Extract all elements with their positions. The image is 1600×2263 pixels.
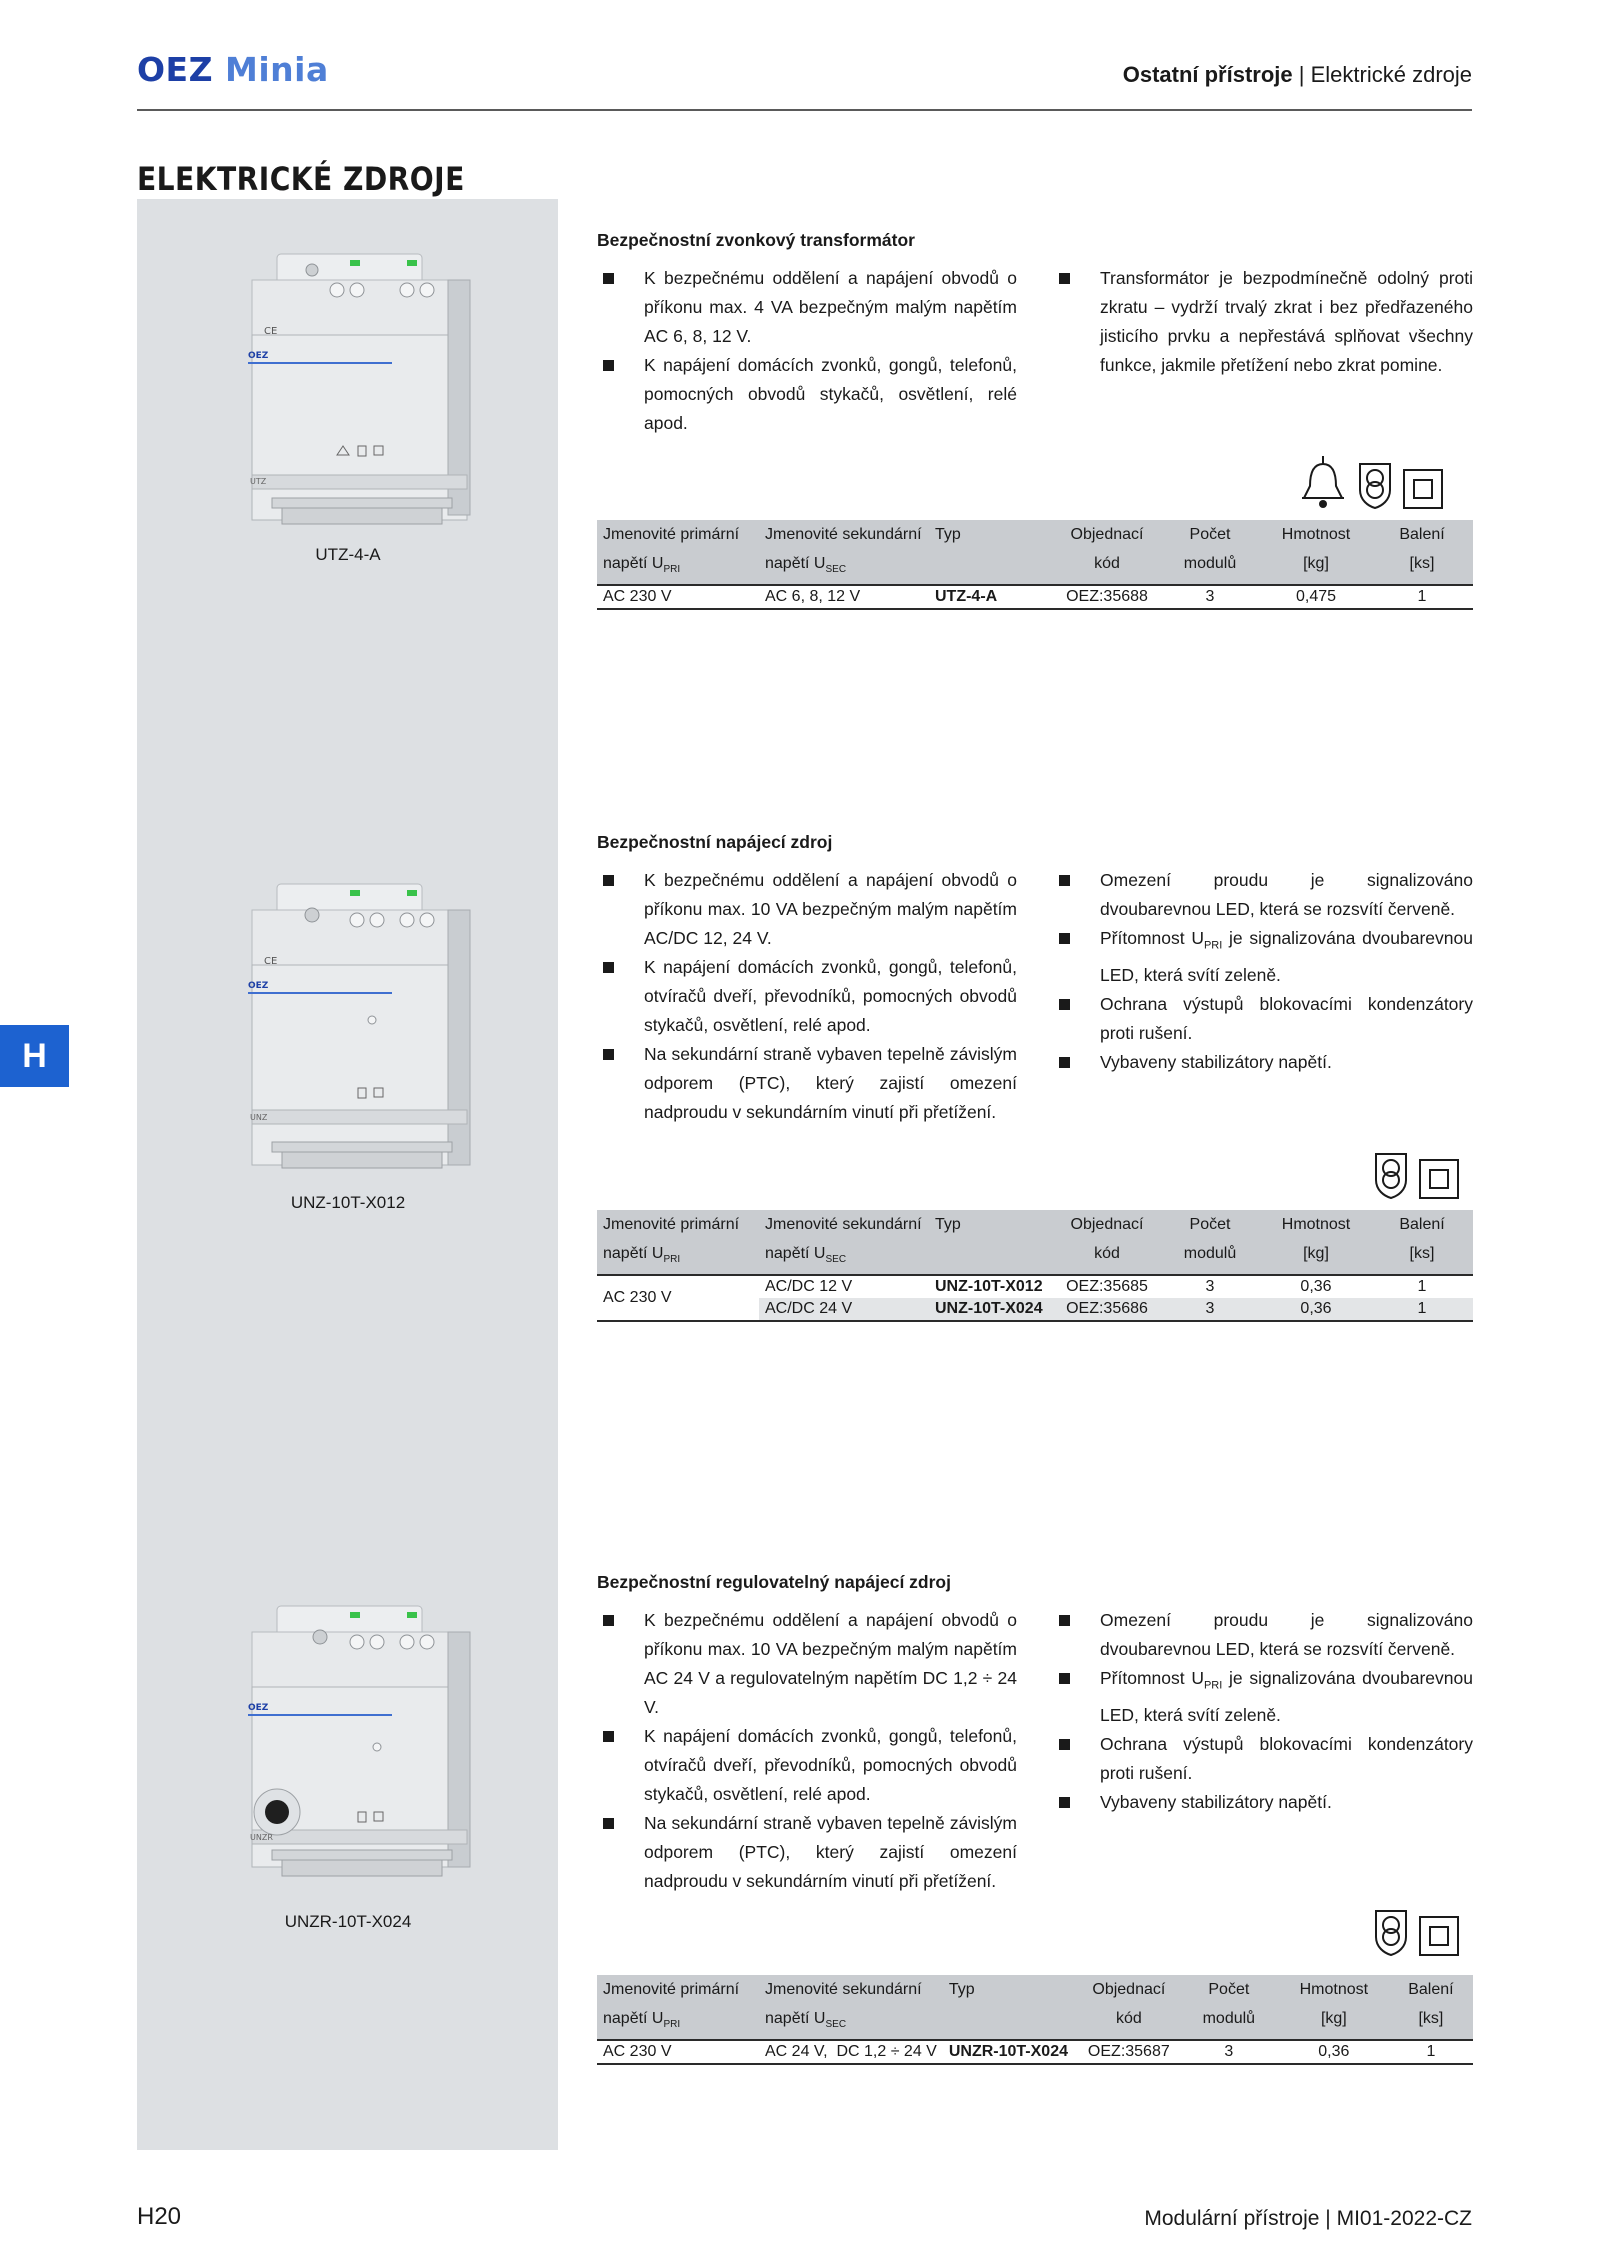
header-order-unit: kód (1079, 2004, 1179, 2040)
header-type: Typ (929, 1210, 1055, 1239)
cell-type: UNZR-10T-X024 (943, 2040, 1079, 2064)
header-modules-unit: modulů (1159, 1239, 1261, 1275)
table-header-row-1 (597, 1210, 1473, 1239)
header-pack: Balení (1389, 1975, 1473, 2004)
table-row (597, 2040, 1473, 2064)
header-pack: Balení (1371, 520, 1473, 549)
spec-table (597, 1210, 1473, 1322)
header-primary-unit: napětí $U_{PRI}$ (597, 549, 759, 585)
feature-list-right (1053, 866, 1473, 1077)
spec-table (597, 520, 1473, 610)
list-item: Ochrana výstupů blokovacími kondenzátory proti rušení. (1053, 1730, 1473, 1788)
certification-icons (1372, 1150, 1460, 1200)
brand-secondary: Minia (225, 50, 329, 89)
header-rule (137, 109, 1472, 111)
list-item: Přítomnost $U_{PRI}$ je signalizována dvoubarevnou LED, která svítí zeleně. (1053, 1664, 1473, 1730)
short-circuit-proof-transformer-icon (1356, 460, 1394, 510)
list-item: Omezení proudu je signalizováno dvoubarevnou LED, která se rozsvítí červeně. (1053, 866, 1473, 924)
brand-logo (137, 50, 329, 89)
list-item: Na sekundární straně vybaven tepelně závislým odporem (PTC), který zajistí omezení nadproudu v sekundárním vinutí při přetížení. (597, 1040, 1017, 1127)
section-title: Bezpečnostní napájecí zdroj (597, 832, 833, 852)
cell-pack: 1 (1417, 1278, 1427, 1296)
header-order-unit: kód (1055, 549, 1159, 585)
cell-type: UNZ-10T-X012 (935, 1278, 1043, 1296)
double-insulation-icon (1418, 1158, 1460, 1200)
product-image-unzr (242, 1602, 474, 1882)
cell-secondary: AC/DC 12 V (765, 1278, 853, 1296)
page-number: H20 (137, 2203, 182, 2230)
header-order: Objednací (1055, 520, 1159, 549)
cell-order: OEZ:35687 (1079, 2040, 1179, 2064)
header-modules-unit: modulů (1159, 549, 1261, 585)
header-primary-unit: napětí $U_{PRI}$ (597, 1239, 759, 1275)
header-type: Typ (929, 520, 1055, 549)
header-weight: Hmotnost (1261, 520, 1371, 549)
header-primary: Jmenovité primární (597, 520, 759, 549)
cell-modules: 3 (1179, 2040, 1279, 2064)
header-weight-unit: [kg] (1261, 1239, 1371, 1275)
product-caption: UNZ-10T-X012 (290, 1193, 406, 1212)
header-order: Objednací (1055, 1210, 1159, 1239)
header-pack-unit: [ks] (1389, 2004, 1473, 2040)
table-header-row-2 (597, 1239, 1473, 1275)
header-separator: | (1298, 62, 1305, 87)
cell-weight: 0,36 (1300, 1278, 1332, 1296)
table-header-row-1 (597, 1975, 1473, 2004)
svg-text:CE: CE (264, 326, 278, 337)
header-pack: Balení (1371, 1210, 1473, 1239)
cell-secondary: AC 24 V, DC 1,2 ÷ 24 V (759, 2040, 943, 2064)
list-item: Vybaveny stabilizátory napětí. (1053, 1048, 1473, 1077)
svg-text:OEZ: OEZ (248, 981, 269, 991)
header-order-unit: kód (1055, 1239, 1159, 1275)
header-type: Typ (943, 1975, 1079, 2004)
header-secondary: Jmenovité sekundární (759, 1210, 929, 1239)
header-weight: Hmotnost (1279, 1975, 1389, 2004)
header-primary: Jmenovité primární (597, 1975, 759, 2004)
spec-table (597, 1975, 1473, 2065)
header-secondary: Jmenovité sekundární (759, 520, 929, 549)
header-secondary-unit: napětí $U_{SEC}$ (759, 1239, 929, 1275)
header-secondary: Jmenovité sekundární (759, 1975, 943, 2004)
header-secondary-unit: napětí $U_{SEC}$ (759, 2004, 943, 2040)
header-primary-unit: napětí $U_{PRI}$ (597, 2004, 759, 2040)
header-order: Objednací (1079, 1975, 1179, 2004)
list-item: K napájení domácích zvonků, gongů, telefonů, otvíračů dveří, převodníků, pomocných obvodů stykačů, osvětlení, relé apod. (597, 953, 1017, 1040)
list-item: K napájení domácích zvonků, gongů, telefonů, otvíračů dveří, převodníků, pomocných obvodů stykačů, osvětlení, relé apod. (597, 1722, 1017, 1809)
list-item: Vybaveny stabilizátory napětí. (1053, 1788, 1473, 1817)
svg-text:UTZ: UTZ (250, 477, 267, 486)
header-modules: Počet (1179, 1975, 1279, 2004)
svg-text:UNZR: UNZR (250, 1833, 273, 1842)
cell-secondary: AC 6, 8, 12 V (759, 585, 929, 609)
feature-list-right (1053, 264, 1473, 380)
list-item: Na sekundární straně vybaven tepelně závislým odporem (PTC), který zajistí omezení nadproudu v sekundárním vinutí při přetížení. (597, 1809, 1017, 1896)
certification-icons (1372, 1907, 1460, 1957)
list-item: K napájení domácích zvonků, gongů, telefonů, pomocných obvodů stykačů, osvětlení, relé apod. (597, 351, 1017, 438)
feature-list-right (1053, 1606, 1473, 1817)
chapter-tab[interactable]: H (0, 1025, 69, 1087)
header-modules: Počet (1159, 520, 1261, 549)
header-modules: Počet (1159, 1210, 1261, 1239)
footer-code: MI01-2022-CZ (1336, 2207, 1472, 2230)
list-item: Omezení proudu je signalizováno dvoubarevnou LED, která se rozsvítí červeně. (1053, 1606, 1473, 1664)
header-section: Ostatní přístroje (1122, 62, 1293, 87)
cell-primary: AC 230 V (597, 585, 759, 609)
product-image-utz (242, 250, 474, 530)
cell-secondary: AC/DC 24 V (759, 1298, 929, 1321)
cell-pack: 1 (1371, 585, 1473, 609)
list-item: Ochrana výstupů blokovacími kondenzátory proti rušení. (1053, 990, 1473, 1048)
cell-type: UNZ-10T-X024 (929, 1298, 1055, 1321)
cell-pack: 1 (1389, 2040, 1473, 2064)
cell-modules: 3 (1205, 1278, 1215, 1296)
table-row (597, 585, 1473, 609)
header-breadcrumb (1123, 62, 1472, 88)
footer-separator: | (1325, 2207, 1331, 2230)
feature-list-left (597, 866, 1017, 1127)
short-circuit-proof-transformer-icon (1372, 1907, 1410, 1957)
header-pack-unit: [ks] (1371, 549, 1473, 585)
svg-text:CE: CE (264, 956, 278, 967)
bell-icon (1298, 454, 1348, 510)
table-header-row-1 (597, 520, 1473, 549)
list-item: K bezpečnému oddělení a napájení obvodů o příkonu max. 10 VA bezpečným malým napětím AC 24 V a regulovatelným napětím DC 1,2 ÷ 24 V. (597, 1606, 1017, 1722)
product-caption: UNZR-10T-X024 (284, 1912, 412, 1931)
footer-catalog-name: Modulární přístroje (1144, 2207, 1320, 2230)
table-header-row-2 (597, 2004, 1473, 2040)
short-circuit-proof-transformer-icon (1372, 1150, 1410, 1200)
product-image-unz (242, 880, 474, 1180)
section-title: Bezpečnostní regulovatelný napájecí zdroj (597, 1572, 951, 1592)
feature-list-left (597, 1606, 1017, 1896)
svg-text:UNZ: UNZ (250, 1113, 268, 1122)
header-pack-unit: [ks] (1371, 1239, 1473, 1275)
cell-pack: 1 (1371, 1298, 1473, 1321)
list-item: Přítomnost $U_{PRI}$ je signalizována dvoubarevnou LED, která svítí zeleně. (1053, 924, 1473, 990)
header-subsection: Elektrické zdroje (1310, 62, 1472, 87)
certification-icons (1298, 454, 1444, 510)
header-weight: Hmotnost (1261, 1210, 1371, 1239)
header-weight-unit: [kg] (1261, 549, 1371, 585)
cell-order: OEZ:35688 (1055, 585, 1159, 609)
feature-list-left (597, 264, 1017, 438)
svg-text:OEZ: OEZ (248, 351, 269, 361)
cell-type: UTZ-4-A (929, 585, 1055, 609)
table-header-row-2 (597, 549, 1473, 585)
double-insulation-icon (1402, 468, 1444, 510)
header-primary: Jmenovité primární (597, 1210, 759, 1239)
cell-primary: AC 230 V (597, 2040, 759, 2064)
svg-text:OEZ: OEZ (248, 1703, 269, 1713)
cell-order: OEZ:35685 (1066, 1278, 1148, 1296)
cell-modules: 3 (1159, 1298, 1261, 1321)
page-title: ELEKTRICKÉ ZDROJE (137, 160, 465, 198)
double-insulation-icon (1418, 1915, 1460, 1957)
table-row (597, 1275, 1473, 1298)
cell-primary: AC 230 V (597, 1275, 759, 1321)
section-title: Bezpečnostní zvonkový transformátor (597, 230, 915, 250)
list-item: K bezpečnému oddělení a napájení obvodů o příkonu max. 4 VA bezpečným malým napětím AC 6, 8, 12 V. (597, 264, 1017, 351)
header-weight-unit: [kg] (1279, 2004, 1389, 2040)
cell-order: OEZ:35686 (1055, 1298, 1159, 1321)
footer-catalog (1144, 2207, 1472, 2231)
cell-weight: 0,475 (1261, 585, 1371, 609)
cell-modules: 3 (1159, 585, 1261, 609)
list-item: K bezpečnému oddělení a napájení obvodů o příkonu max. 10 VA bezpečným malým napětím AC/DC 12, 24 V. (597, 866, 1017, 953)
product-caption: UTZ-4-A (315, 545, 381, 564)
list-item: Transformátor je bezpodmínečně odolný proti zkratu – vydrží trvalý zkrat i bez předřazeného jisticího prvku a nepřestává splňovat všechny funkce, jakmile přetížení nebo zkrat pomine. (1053, 264, 1473, 380)
cell-weight: 0,36 (1279, 2040, 1389, 2064)
cell-weight: 0,36 (1261, 1298, 1371, 1321)
brand-primary: OEZ (137, 50, 214, 89)
header-modules-unit: modulů (1179, 2004, 1279, 2040)
header-secondary-unit: napětí $U_{SEC}$ (759, 549, 929, 585)
